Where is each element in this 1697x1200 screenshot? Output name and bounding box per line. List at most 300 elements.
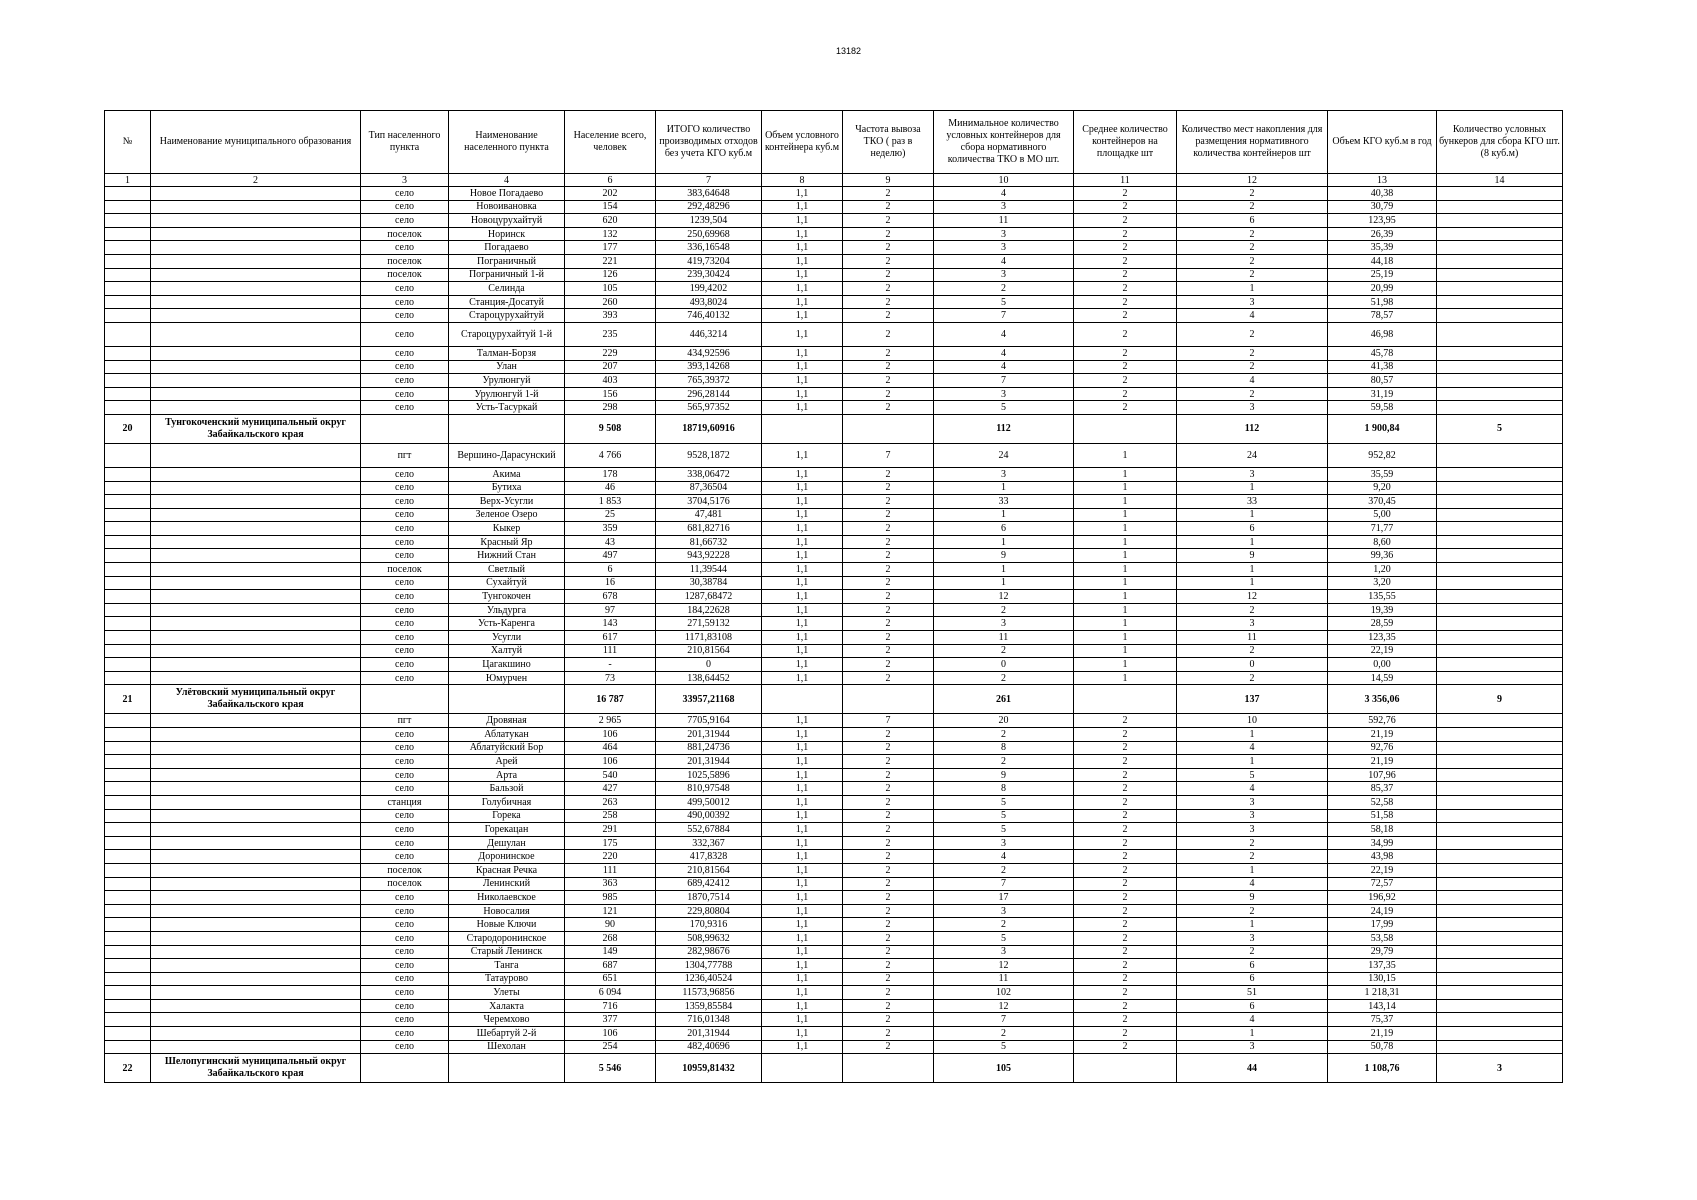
table-cell: село: [361, 360, 449, 374]
table-cell: [1437, 254, 1563, 268]
table-cell: 8: [934, 782, 1074, 796]
mo-name-cell: [151, 768, 361, 782]
table-row: [105, 309, 1563, 323]
table-cell: [105, 1013, 151, 1027]
table-cell: 1,1: [762, 999, 843, 1013]
table-cell: 1,1: [762, 603, 843, 617]
table-cell: 2: [843, 214, 934, 228]
table-cell: 393: [565, 309, 656, 323]
mo-name-cell: [151, 644, 361, 658]
table-cell: [1437, 795, 1563, 809]
table-cell: 2: [1177, 904, 1328, 918]
table-cell: село: [361, 214, 449, 228]
table-cell: [1437, 891, 1563, 905]
table-cell: [1437, 877, 1563, 891]
table-cell: 9: [934, 768, 1074, 782]
table-cell: село: [361, 1013, 449, 1027]
table-cell: 7705,9164: [656, 714, 762, 728]
table-cell: [105, 795, 151, 809]
table-cell: 1: [1074, 443, 1177, 467]
table-row: [105, 972, 1563, 986]
table-cell: 2: [1177, 387, 1328, 401]
table-cell: [1437, 603, 1563, 617]
table-cell: 490,00392: [656, 809, 762, 823]
table-cell: Станция-Досатуй: [449, 295, 565, 309]
table-cell: Верх-Усугли: [449, 495, 565, 509]
table-cell: [1437, 1040, 1563, 1054]
table-cell: [105, 481, 151, 495]
table-row: [105, 671, 1563, 685]
table-cell: 0: [1177, 658, 1328, 672]
table-row: [105, 1013, 1563, 1027]
table-cell: 2: [1074, 823, 1177, 837]
table-cell: поселок: [361, 227, 449, 241]
mo-name-cell: [151, 295, 361, 309]
table-cell: 2: [843, 671, 934, 685]
col-number: 13: [1328, 174, 1437, 187]
table-cell: 1: [1177, 282, 1328, 296]
table-cell: село: [361, 904, 449, 918]
table-cell: [105, 782, 151, 796]
mo-name-cell: [151, 863, 361, 877]
table-cell: 3: [934, 904, 1074, 918]
table-cell: [1437, 782, 1563, 796]
table-cell: 33: [934, 495, 1074, 509]
table-cell: [1437, 945, 1563, 959]
table-cell: 2: [843, 877, 934, 891]
table-cell: 2: [843, 374, 934, 388]
table-cell: село: [361, 1040, 449, 1054]
table-cell: [105, 508, 151, 522]
table-cell: [1437, 295, 1563, 309]
mo-name-cell: [151, 728, 361, 742]
table-cell: 6: [1177, 972, 1328, 986]
table-cell: 1 218,31: [1328, 986, 1437, 1000]
table-cell: [105, 658, 151, 672]
table-cell: [762, 414, 843, 443]
table-cell: 132: [565, 227, 656, 241]
mo-name-cell: [151, 590, 361, 604]
table-cell: 2: [843, 576, 934, 590]
table-cell: Арта: [449, 768, 565, 782]
table-cell: 7: [843, 714, 934, 728]
table-row: [105, 809, 1563, 823]
table-cell: село: [361, 522, 449, 536]
table-cell: 2: [1074, 360, 1177, 374]
table-cell: [1437, 309, 1563, 323]
table-cell: [1437, 187, 1563, 201]
table-cell: 9: [1437, 685, 1563, 714]
table-cell: 45,78: [1328, 346, 1437, 360]
table-cell: 75,37: [1328, 1013, 1437, 1027]
table-cell: 2: [843, 360, 934, 374]
table-cell: [1437, 401, 1563, 415]
table-cell: 111: [565, 863, 656, 877]
table-cell: 1,1: [762, 387, 843, 401]
table-cell: 2: [1074, 322, 1177, 346]
table-cell: [105, 241, 151, 255]
table-cell: 4 766: [565, 443, 656, 467]
table-cell: [105, 522, 151, 536]
table-cell: 689,42412: [656, 877, 762, 891]
col-header: Объем КГО куб.м в год: [1328, 111, 1437, 174]
table-cell: 2: [934, 918, 1074, 932]
col-header: Среднее количество контейнеров на площадке шт: [1074, 111, 1177, 174]
mo-name-cell: [151, 631, 361, 645]
table-cell: 2: [1074, 282, 1177, 296]
table-row: [105, 728, 1563, 742]
mo-name-cell: [151, 904, 361, 918]
table-cell: 2: [843, 1027, 934, 1041]
table-cell: село: [361, 481, 449, 495]
table-cell: Новые Ключи: [449, 918, 565, 932]
table-cell: 2: [1074, 374, 1177, 388]
mo-name-cell: [151, 254, 361, 268]
table-cell: 4: [1177, 877, 1328, 891]
table-cell: [1074, 1054, 1177, 1083]
table-cell: 3704,5176: [656, 495, 762, 509]
table-cell: Кыкер: [449, 522, 565, 536]
table-cell: Урулюнгуй: [449, 374, 565, 388]
table-cell: 43,98: [1328, 850, 1437, 864]
table-cell: [1437, 467, 1563, 481]
table-cell: 2: [1177, 850, 1328, 864]
mo-name-cell: [151, 200, 361, 214]
table-cell: [1437, 360, 1563, 374]
table-cell: 2: [843, 401, 934, 415]
table-cell: 2: [1177, 671, 1328, 685]
table-cell: 221: [565, 254, 656, 268]
mo-name-cell: [151, 755, 361, 769]
table-cell: 7: [934, 374, 1074, 388]
waste-containers-table: [104, 110, 1563, 1083]
table-cell: 123,35: [1328, 631, 1437, 645]
table-cell: 12: [934, 590, 1074, 604]
table-cell: 78,57: [1328, 309, 1437, 323]
mo-name-cell: [151, 741, 361, 755]
table-cell: 9 508: [565, 414, 656, 443]
table-row: [105, 999, 1563, 1013]
mo-name-cell: [151, 467, 361, 481]
table-cell: 6: [1177, 959, 1328, 973]
table-cell: Улан: [449, 360, 565, 374]
table-cell: 2: [1177, 346, 1328, 360]
table-cell: 292,48296: [656, 200, 762, 214]
mo-name-cell: [151, 522, 361, 536]
table-cell: 112: [934, 414, 1074, 443]
col-header: Количество мест накопления для размещения нормативного количества контейнеров шт: [1177, 111, 1328, 174]
table-cell: [105, 809, 151, 823]
table-cell: [105, 374, 151, 388]
table-cell: 291: [565, 823, 656, 837]
table-cell: 2: [934, 282, 1074, 296]
table-cell: 2: [843, 755, 934, 769]
table-cell: 2: [1074, 918, 1177, 932]
table-cell: Талман-Борзя: [449, 346, 565, 360]
table-cell: 25: [565, 508, 656, 522]
table-cell: [1437, 823, 1563, 837]
mo-name-cell: [151, 443, 361, 467]
col-number: 4: [449, 174, 565, 187]
table-cell: [105, 495, 151, 509]
table-cell: [105, 823, 151, 837]
table-cell: село: [361, 282, 449, 296]
table-cell: [105, 741, 151, 755]
table-cell: [1437, 658, 1563, 672]
table-cell: село: [361, 959, 449, 973]
table-cell: 419,73204: [656, 254, 762, 268]
table-cell: [361, 685, 449, 714]
table-cell: 1,1: [762, 1040, 843, 1054]
table-cell: Нижний Стан: [449, 549, 565, 563]
mo-name-cell: [151, 549, 361, 563]
table-cell: 2: [843, 891, 934, 905]
table-cell: [105, 360, 151, 374]
mo-name-cell: [151, 309, 361, 323]
table-cell: 1,1: [762, 227, 843, 241]
table-cell: село: [361, 590, 449, 604]
table-cell: Черемхово: [449, 1013, 565, 1027]
table-cell: Норинск: [449, 227, 565, 241]
table-cell: [762, 685, 843, 714]
table-cell: 2: [1074, 891, 1177, 905]
table-cell: 2: [843, 1013, 934, 1027]
table-cell: 12: [934, 999, 1074, 1013]
table-cell: 6: [1177, 214, 1328, 228]
table-cell: 1: [1177, 918, 1328, 932]
table-cell: 1: [1074, 522, 1177, 536]
table-cell: 2: [1074, 728, 1177, 742]
table-cell: 1,1: [762, 986, 843, 1000]
table-row: [105, 563, 1563, 577]
table-row: [105, 617, 1563, 631]
table-cell: 137,35: [1328, 959, 1437, 973]
table-row: [105, 576, 1563, 590]
table-cell: 1,1: [762, 809, 843, 823]
table-cell: Татаурово: [449, 972, 565, 986]
table-cell: село: [361, 644, 449, 658]
mo-name-cell: [151, 214, 361, 228]
table-cell: 2: [843, 295, 934, 309]
table-cell: [105, 986, 151, 1000]
table-cell: 2: [843, 254, 934, 268]
table-cell: 105: [934, 1054, 1074, 1083]
table-cell: -: [565, 658, 656, 672]
table-cell: 2: [1074, 850, 1177, 864]
table-cell: 1,1: [762, 644, 843, 658]
table-cell: 499,50012: [656, 795, 762, 809]
mo-name-cell: [151, 346, 361, 360]
mo-name-cell: [151, 931, 361, 945]
table-row: [105, 836, 1563, 850]
table-cell: 1,1: [762, 671, 843, 685]
mo-name-cell: [151, 850, 361, 864]
table-cell: 434,92596: [656, 346, 762, 360]
table-cell: 2: [1074, 755, 1177, 769]
col-header: №: [105, 111, 151, 174]
table-row: [105, 755, 1563, 769]
col-header: Частота вывоза ТКО ( раз в неделю): [843, 111, 934, 174]
table-cell: 271,59132: [656, 617, 762, 631]
col-number: 3: [361, 174, 449, 187]
table-cell: 1,1: [762, 549, 843, 563]
table-cell: [1437, 282, 1563, 296]
table-cell: 298: [565, 401, 656, 415]
table-cell: село: [361, 945, 449, 959]
table-cell: [105, 972, 151, 986]
table-cell: [105, 227, 151, 241]
mo-name-cell: [151, 959, 361, 973]
table-cell: 1: [1177, 755, 1328, 769]
table-cell: [1437, 346, 1563, 360]
table-cell: [105, 387, 151, 401]
table-cell: 3: [1177, 823, 1328, 837]
table-cell: село: [361, 309, 449, 323]
table-cell: 6: [934, 522, 1074, 536]
table-cell: село: [361, 467, 449, 481]
table-cell: [105, 563, 151, 577]
table-cell: 1,1: [762, 309, 843, 323]
table-cell: Бутиха: [449, 481, 565, 495]
table-cell: 1,1: [762, 782, 843, 796]
table-cell: [105, 728, 151, 742]
table-cell: 261: [934, 685, 1074, 714]
table-cell: 2: [1074, 200, 1177, 214]
table-cell: село: [361, 755, 449, 769]
table-cell: 359: [565, 522, 656, 536]
table-cell: 35,39: [1328, 241, 1437, 255]
table-cell: село: [361, 809, 449, 823]
table-cell: [1437, 931, 1563, 945]
municipality-total-row: [105, 414, 1563, 443]
table-cell: село: [361, 576, 449, 590]
table-cell: 497: [565, 549, 656, 563]
table-cell: Старый Ленинск: [449, 945, 565, 959]
table-cell: 20: [934, 714, 1074, 728]
table-cell: 2: [843, 904, 934, 918]
table-cell: 2: [843, 728, 934, 742]
table-cell: [105, 836, 151, 850]
table-cell: [449, 1054, 565, 1083]
table-row: [105, 590, 1563, 604]
mo-name-cell: [151, 891, 361, 905]
table-cell: 1,1: [762, 891, 843, 905]
table-cell: Бальзой: [449, 782, 565, 796]
table-cell: 3: [1177, 931, 1328, 945]
table-row: [105, 187, 1563, 201]
column-number-row: [105, 174, 1563, 187]
mo-name-cell: [151, 809, 361, 823]
table-cell: 1: [1177, 535, 1328, 549]
table-cell: 7: [934, 309, 1074, 323]
table-cell: [1437, 755, 1563, 769]
table-cell: 106: [565, 1027, 656, 1041]
table-cell: 1287,68472: [656, 590, 762, 604]
table-cell: 97: [565, 603, 656, 617]
table-cell: 123,95: [1328, 214, 1437, 228]
table-cell: Танга: [449, 959, 565, 973]
table-cell: пгт: [361, 714, 449, 728]
table-cell: 2: [843, 200, 934, 214]
table-cell: 51: [1177, 986, 1328, 1000]
table-cell: 4: [934, 360, 1074, 374]
table-cell: 881,24736: [656, 741, 762, 755]
table-cell: 4: [1177, 309, 1328, 323]
table-row: [105, 658, 1563, 672]
table-cell: 5: [934, 809, 1074, 823]
table-cell: 1,1: [762, 1013, 843, 1027]
table-cell: 3: [1177, 401, 1328, 415]
table-row: [105, 644, 1563, 658]
table-cell: 35,59: [1328, 467, 1437, 481]
table-cell: [1437, 508, 1563, 522]
table-cell: 2: [934, 671, 1074, 685]
mo-name-cell: [151, 535, 361, 549]
table-cell: 5: [934, 795, 1074, 809]
table-cell: 2: [1074, 1013, 1177, 1027]
table-cell: 552,67884: [656, 823, 762, 837]
table-cell: 20: [105, 414, 151, 443]
table-cell: 72,57: [1328, 877, 1437, 891]
table-cell: Улеты: [449, 986, 565, 1000]
table-cell: 427: [565, 782, 656, 796]
table-cell: 2: [1074, 1040, 1177, 1054]
table-cell: [1437, 443, 1563, 467]
municipality-total-row: [105, 685, 1563, 714]
table-cell: 6: [1177, 522, 1328, 536]
table-cell: 9: [1177, 549, 1328, 563]
mo-name-cell: [151, 1027, 361, 1041]
table-cell: [105, 904, 151, 918]
table-cell: 3: [934, 268, 1074, 282]
table-cell: [105, 187, 151, 201]
mo-name-cell: [151, 782, 361, 796]
table-cell: село: [361, 782, 449, 796]
table-cell: 154: [565, 200, 656, 214]
table-cell: 9: [934, 549, 1074, 563]
table-cell: 2: [843, 644, 934, 658]
table-cell: 336,16548: [656, 241, 762, 255]
table-cell: [105, 295, 151, 309]
table-cell: 40,38: [1328, 187, 1437, 201]
table-cell: Аблатукан: [449, 728, 565, 742]
table-row: [105, 443, 1563, 467]
table-cell: 2: [1177, 322, 1328, 346]
col-header: Минимальное количество условных контейнеров для сбора нормативного количества ТКО в МО шт.: [934, 111, 1074, 174]
table-cell: 1,1: [762, 755, 843, 769]
table-cell: 985: [565, 891, 656, 905]
table-cell: 7: [934, 877, 1074, 891]
table-cell: 332,367: [656, 836, 762, 850]
table-cell: [1074, 685, 1177, 714]
table-cell: 3: [1177, 809, 1328, 823]
mo-name-cell: [151, 508, 361, 522]
table-cell: пгт: [361, 443, 449, 467]
table-cell: [105, 322, 151, 346]
table-cell: 2: [1177, 187, 1328, 201]
table-cell: 1,1: [762, 295, 843, 309]
table-cell: 1: [1177, 508, 1328, 522]
table-row: [105, 200, 1563, 214]
table-cell: 7: [843, 443, 934, 467]
table-cell: 1,1: [762, 374, 843, 388]
table-cell: 2: [843, 986, 934, 1000]
table-cell: 1: [934, 535, 1074, 549]
table-cell: 3: [1177, 467, 1328, 481]
table-cell: 51,98: [1328, 295, 1437, 309]
table-row: [105, 918, 1563, 932]
table-cell: 34,99: [1328, 836, 1437, 850]
